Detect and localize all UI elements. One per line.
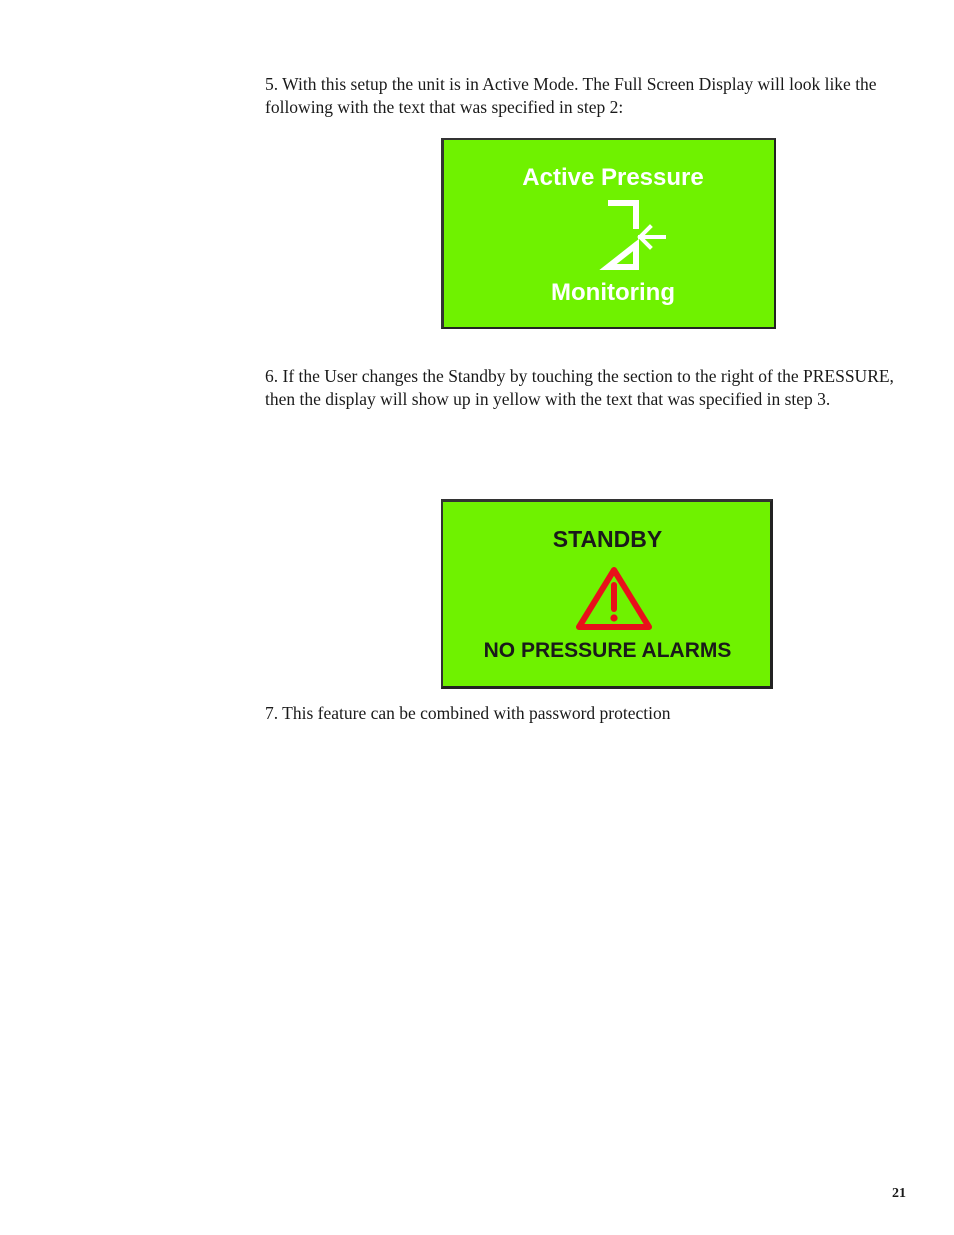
page-number: 21 bbox=[892, 1186, 906, 1201]
standby-mode-display bbox=[441, 499, 773, 689]
door-enter-icon bbox=[586, 199, 666, 271]
warning-triangle-icon bbox=[575, 565, 653, 631]
standby-display-subtitle: NO PRESSURE ALARMS bbox=[483, 639, 732, 662]
active-display-subtitle: Monitoring bbox=[551, 279, 675, 306]
step-5-paragraph: 5. With this setup the unit is in Active Mode. The Full Screen Display will look like the following with the text that was specified in step 2: bbox=[265, 74, 877, 117]
active-mode-display bbox=[441, 138, 776, 329]
step-6-paragraph: 6. If the User changes the Standby by touching the section to the right of the PRESSURE, then the display will show up in yellow with the text that was specified in step 3. bbox=[265, 366, 894, 409]
standby-display-title: STANDBY bbox=[552, 526, 663, 552]
active-display-title: Active Pressure bbox=[522, 164, 704, 191]
step-7-paragraph: 7. This feature can be combined with password protection bbox=[265, 703, 671, 723]
